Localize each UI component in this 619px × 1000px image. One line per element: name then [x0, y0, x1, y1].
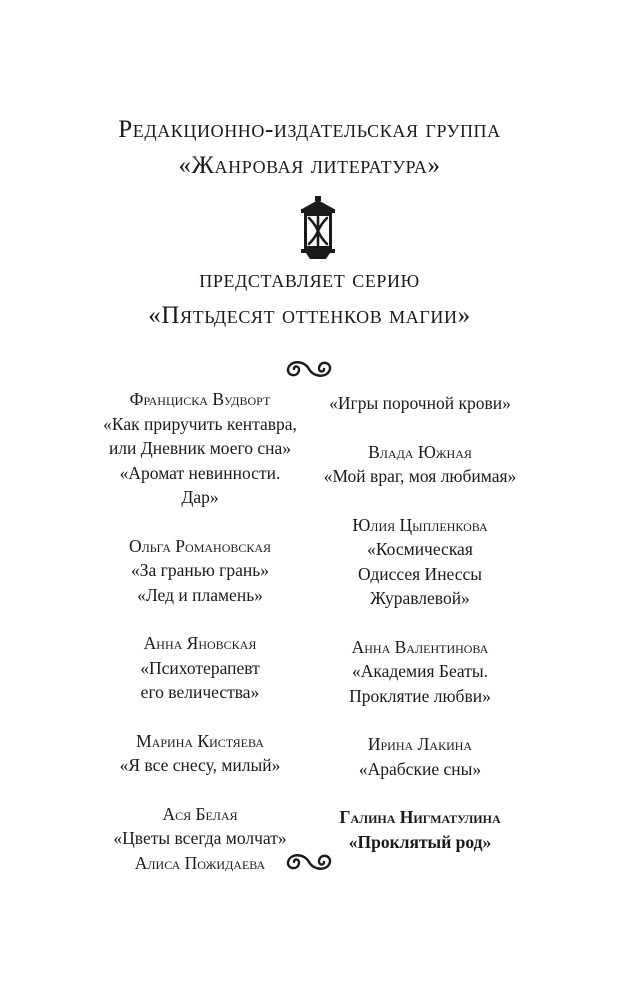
book-title: «Цветы всегда молчат» — [113, 828, 287, 848]
book-title: «Аромат невинности. — [119, 462, 281, 483]
book-title: «Психотерапевт — [140, 657, 260, 678]
author-name: Галина Нигматулина — [339, 807, 501, 827]
left-catalog-column — [100, 387, 300, 875]
author-entry-romanovskaya — [100, 534, 300, 608]
author-entry-vudvort — [100, 387, 300, 510]
author-name: Алиса Пожидаева — [134, 852, 266, 873]
author-name: Анна Яновская — [143, 633, 257, 653]
book-title: Журавлевой» — [370, 588, 470, 608]
author-entry-lakina — [320, 732, 520, 781]
author-entry-belaya — [100, 802, 300, 851]
book-title: «За гранью грань» — [131, 560, 269, 580]
book-title: «Космическая — [367, 539, 473, 559]
book-title: Одиссея Инессы — [357, 563, 483, 584]
double-spiral-ornament-icon — [284, 851, 334, 873]
lantern-logo-icon — [296, 196, 340, 260]
author-entry-yuzhnaya — [320, 440, 520, 489]
book-title: «Я все снесу, милый» — [119, 755, 281, 775]
publisher-line-1: Редакционно-издательская группа — [118, 116, 501, 143]
author-entry-yanovskaya — [100, 631, 300, 705]
series-intro: представляет серию — [199, 266, 420, 293]
publisher-header — [0, 112, 619, 184]
book-title: Проклятие любви» — [349, 685, 491, 706]
book-title: или Дневник моего сна» — [108, 438, 292, 458]
author-name: Ася Белая — [162, 803, 238, 824]
book-title: «Как приручить кентавра, — [103, 413, 297, 434]
author-name: Анна Валентинова — [351, 636, 489, 657]
book-title: Дар» — [181, 487, 219, 507]
author-entry-kistyaeva — [100, 729, 300, 778]
author-name: Влада Южная — [368, 441, 472, 462]
book-title: «Лед и пламень» — [137, 584, 263, 605]
author-entry-continued — [320, 391, 520, 416]
book-title: «Мой враг, моя любимая» — [323, 466, 517, 486]
publisher-line-2: «Жанровая литература» — [178, 152, 441, 179]
double-spiral-ornament-icon — [284, 358, 334, 380]
author-entry-tsyplenkova — [320, 513, 520, 611]
book-title: «Академия Беаты. — [351, 661, 489, 681]
series-name: «Пятьдесят оттенков магии» — [148, 302, 471, 329]
author-name: Франциска Вудворт — [129, 389, 271, 409]
author-entry-pozhidaeva — [100, 851, 300, 876]
book-title: «Проклятый род» — [348, 831, 492, 852]
author-name: Юлия Цыпленкова — [352, 514, 488, 535]
author-entry-valentinova — [320, 635, 520, 709]
right-catalog-column — [320, 391, 520, 854]
author-name: Марина Кистяева — [136, 730, 264, 751]
book-title: «Игры порочной крови» — [329, 393, 511, 413]
author-name: Ольга Романовская — [128, 535, 272, 556]
book-title: «Арабские сны» — [358, 758, 482, 779]
author-name: Ирина Лакина — [367, 734, 473, 754]
book-title: его величества» — [140, 682, 260, 702]
series-header — [0, 262, 619, 334]
author-entry-nigmatulina — [320, 805, 520, 854]
